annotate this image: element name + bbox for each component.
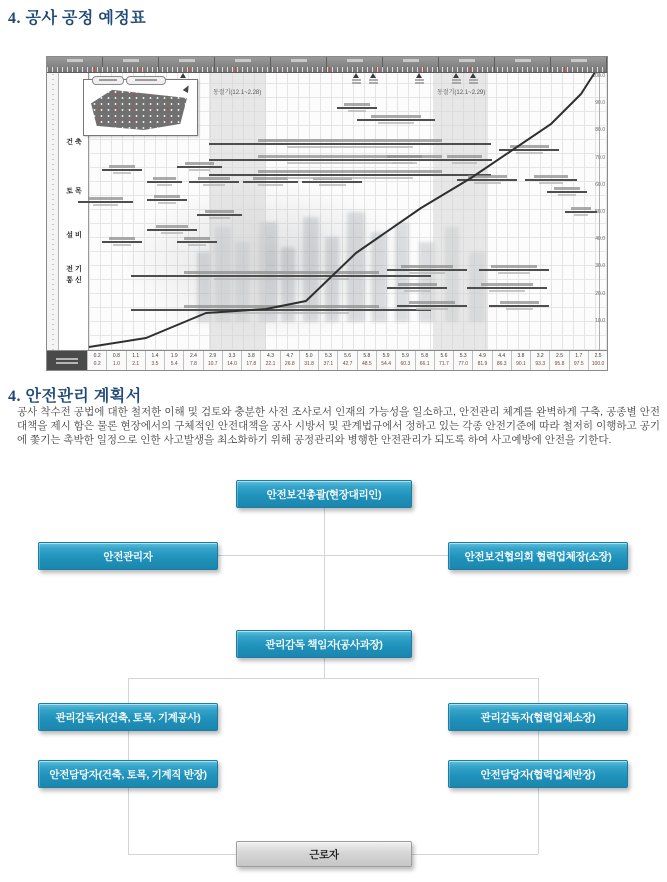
monthly-value: 1.9 [170, 353, 178, 359]
cumulative-value: 17.8 [246, 360, 257, 367]
task-label-blob [468, 175, 507, 178]
gantt-task-bar [197, 210, 242, 219]
cumulative-value: 31.8 [304, 360, 314, 367]
org-connector-line [128, 678, 538, 679]
gantt-task-bar [457, 175, 517, 184]
task-label-blob [109, 237, 135, 240]
task-line [243, 181, 298, 183]
task-line [337, 107, 377, 109]
monthly-value: 3.8 [247, 353, 255, 359]
task-label-blob [154, 195, 180, 198]
monthly-value: 5.0 [305, 353, 313, 359]
task-line [209, 143, 491, 145]
milestone-label-blob [469, 79, 478, 81]
gantt-task-bar [209, 170, 491, 179]
timeline-segment-label [235, 59, 251, 62]
task-date-blob [287, 146, 414, 148]
task-line [131, 309, 431, 311]
task-label-blob [344, 103, 370, 106]
monthly-progress-cell [222, 351, 241, 370]
task-label-blob [258, 139, 441, 142]
org-connector-line [324, 508, 325, 630]
task-label-blob [401, 265, 453, 268]
gantt-task-bar [499, 145, 559, 154]
task-label-blob [387, 155, 423, 158]
progress-axis-label: 20.0 [595, 290, 605, 297]
cumulative-value: 95.8 [554, 360, 565, 367]
milestone-label-blob [469, 82, 478, 84]
cumulative-value: 86.3 [496, 360, 507, 367]
gantt-task-bar [147, 177, 182, 186]
gantt-task-bar [131, 305, 431, 314]
org-box-safety-health-general: 안전보건총괄(현장대리인) [236, 480, 412, 508]
cumulative-value: 81.9 [477, 360, 488, 367]
task-line [377, 159, 432, 161]
task-line [177, 241, 217, 243]
monthly-progress-cell [337, 351, 356, 370]
task-date-blob [404, 290, 431, 292]
milestone-label-blob [452, 79, 461, 81]
milestone-marker [450, 73, 462, 84]
monthly-value: 5.9 [401, 353, 409, 359]
monthly-progress-cell [472, 351, 491, 370]
cumulative-value: 48.5 [361, 360, 372, 367]
monthly-progress-cell [318, 351, 337, 370]
gantt-row-label: 토 목 [66, 188, 82, 195]
task-line [302, 181, 362, 183]
task-line [131, 275, 431, 277]
cumulative-value: 26.8 [284, 360, 295, 367]
monthly-progress-cell [241, 351, 260, 370]
task-line [457, 179, 517, 181]
org-connector-line [218, 555, 448, 556]
monthly-value: 4.7 [286, 353, 294, 359]
monthly-progress-cell [434, 351, 453, 370]
monthly-progress-cell [569, 351, 588, 370]
progress-axis-label: 60.0 [595, 181, 605, 188]
milestone-marker [350, 73, 362, 84]
task-line [357, 119, 435, 121]
task-line [197, 214, 242, 216]
task-date-blob [506, 308, 533, 310]
monthly-value: 5.6 [344, 353, 352, 359]
monthly-value: 5.6 [440, 353, 448, 359]
milestone-triangle-icon [180, 73, 186, 78]
milestone-triangle-icon [353, 73, 359, 78]
org-connector-line [128, 678, 129, 703]
cumulative-value: 54.4 [381, 360, 391, 367]
timeline-segment-label [459, 59, 475, 62]
org-connector-line [324, 658, 325, 678]
task-date-blob [378, 122, 413, 124]
task-line [467, 287, 547, 289]
task-line [565, 211, 597, 213]
cumulative-value: 90.1 [516, 360, 526, 367]
monthly-progress-cell [453, 351, 472, 370]
gantt-row-label: 통 신 [66, 277, 82, 284]
task-label-blob [184, 305, 379, 308]
monthly-value: 4.3 [267, 353, 274, 359]
task-label-blob [409, 301, 455, 304]
task-label-blob [500, 301, 539, 304]
monthly-progress-cell [492, 351, 511, 370]
gantt-task-bar [467, 283, 547, 292]
gantt-row-label: 설 비 [66, 232, 82, 239]
org-box-supervisor-partner: 관리감독자(협력업체소장) [448, 703, 628, 731]
task-line [147, 199, 187, 201]
gantt-task-bar [387, 265, 467, 274]
task-label-blob [481, 283, 533, 286]
org-box-workers: 근로자 [236, 841, 412, 867]
milestone-label-blob [352, 82, 361, 84]
monthly-value: 0.8 [112, 353, 120, 359]
task-date-blob [516, 152, 543, 154]
task-date-blob [258, 184, 283, 186]
task-line [102, 169, 142, 171]
monthly-value: 0.2 [93, 353, 101, 359]
cumulative-value: 60.3 [400, 360, 411, 367]
task-label-blob [398, 283, 437, 286]
task-date-blob [498, 272, 530, 274]
gantt-task-bar [78, 197, 133, 206]
monthly-progress-cell [203, 351, 222, 370]
task-line [525, 179, 577, 181]
milestone-label-blob [452, 82, 461, 84]
timeline-segment-label [179, 59, 195, 62]
task-date-blob [474, 182, 501, 184]
milestone-label-blob [415, 82, 424, 84]
gantt-task-bar [131, 271, 431, 280]
progress-axis-label: 70.0 [595, 154, 605, 161]
timeline-segment-label [67, 59, 83, 62]
task-date-blob [188, 244, 206, 246]
monthly-progress-cell [145, 351, 164, 370]
monthly-value: 5.3 [324, 353, 332, 359]
milestone-triangle-icon [370, 73, 376, 78]
timeline-segment-label [403, 59, 419, 62]
cumulative-value: 10.7 [207, 360, 218, 367]
gantt-task-bar [479, 265, 549, 274]
monthly-value: 2.4 [189, 353, 197, 359]
milestone-marker [413, 73, 425, 84]
progress-axis-label: 90.0 [595, 100, 605, 107]
site-plan-inset [83, 79, 198, 136]
cumulative-value: 71.7 [439, 360, 449, 367]
gantt-task-bar [337, 103, 377, 112]
timeline-segment-label [515, 59, 531, 62]
task-date-blob [189, 169, 209, 171]
monthly-value: 5.8 [421, 353, 429, 359]
site-plan-map [91, 89, 187, 130]
task-line [397, 305, 467, 307]
monthly-value: 2.5 [556, 353, 563, 359]
task-line [209, 174, 491, 176]
winter-period-label: 동절기(12.1~2.29) [437, 90, 486, 96]
cumulative-value: 93.3 [535, 360, 546, 367]
monthly-value: 3.2 [536, 353, 544, 359]
task-date-blob [558, 194, 576, 196]
gantt-task-bar [177, 237, 217, 246]
progress-axis-label: 10.0 [595, 317, 605, 324]
gantt-row-label: 건 축 [66, 139, 82, 146]
monthly-progress-cell [588, 351, 607, 370]
cumulative-value: 1.0 [112, 360, 120, 367]
task-line [499, 149, 559, 151]
task-line [437, 159, 492, 161]
milestone-label-blob [352, 79, 361, 81]
task-date-blob [214, 278, 349, 280]
monthly-value: 3.8 [517, 353, 525, 359]
task-date-blob [539, 182, 562, 184]
task-date-blob [203, 184, 226, 186]
task-line [387, 287, 447, 289]
progress-axis-label: 80.0 [595, 127, 605, 134]
gantt-task-bar [209, 139, 491, 148]
monthly-progress-cell [415, 351, 434, 370]
org-box-supervisor-main: 관리감독자(건축, 토목, 기계공사) [38, 703, 218, 731]
org-box-council-partner-head: 안전보건협의회 협력업체장(소장) [448, 542, 628, 570]
gantt-task-bar [489, 301, 549, 310]
milestone-label-blob [415, 79, 424, 81]
task-label-blob [156, 225, 189, 228]
org-connector-line [128, 854, 236, 855]
gantt-task-bar [147, 225, 197, 234]
milestone-label-blob [369, 82, 378, 84]
winter-period-label: 동절기(12.1~2.28) [213, 90, 262, 96]
org-connector-line [128, 731, 129, 760]
monthly-value: 2.9 [209, 353, 217, 359]
task-line [147, 229, 197, 231]
gantt-task-bar [357, 115, 435, 124]
task-date-blob [161, 232, 184, 234]
org-connector-line [538, 788, 539, 854]
task-date-blob [158, 202, 176, 204]
monthly-progress-cell [106, 351, 125, 370]
task-date-blob [157, 184, 173, 186]
task-label-blob [109, 165, 135, 168]
task-label-blob [510, 145, 549, 148]
milestone-marker [367, 73, 379, 84]
task-label-blob [491, 265, 537, 268]
org-connector-line [128, 788, 129, 854]
monthly-value: 5.9 [382, 353, 390, 359]
org-connector-line [538, 731, 539, 760]
cumulative-value: 7.8 [189, 360, 197, 367]
monthly-value: 3.3 [228, 353, 236, 359]
task-line [547, 191, 587, 193]
monthly-progress-cell [299, 351, 318, 370]
task-line [78, 201, 133, 203]
task-date-blob [319, 184, 346, 186]
task-label-blob [371, 115, 422, 118]
cumulative-value: 42.7 [342, 360, 353, 367]
task-line [177, 166, 222, 168]
gantt-task-bar [102, 237, 142, 246]
task-label-blob [88, 197, 124, 200]
monthly-progress-cell [260, 351, 279, 370]
monthly-progress-cell [395, 351, 414, 370]
gantt-row-label: 전 기 [66, 266, 82, 273]
org-connector-line [412, 854, 538, 855]
gantt-timeline-ticks [47, 67, 607, 72]
progress-axis-label: 40.0 [595, 236, 605, 243]
task-label-blob [153, 177, 176, 180]
safety-section-body: 공사 착수전 공법에 대한 철저한 이해 및 검토와 충분한 사전 조사로서 인재의 가능성을 일소하고, 안전관리 체계를 완벽하게 구축, 공종별 안전대책을 제시 함은 물론 현장에서의 구체적인 안전대책을 공사 시방서 및 관계법규에서 정하고 있는 각종 안전기준에 따라 철저히 이행하고 공기에 쫓기는 촉박한 일정으로 인한 사고발생을 최소화하기 위해 공정관리와 병행한 안전관리가 되도록 하여 사고예방에 안전을 기한다. [17, 406, 660, 446]
task-date-blob [93, 204, 118, 206]
task-line [189, 181, 239, 183]
gantt-task-bar [147, 195, 187, 204]
monthly-value: 5.3 [459, 353, 467, 359]
timeline-segment-label [347, 59, 363, 62]
cumulative-value: 66.1 [419, 360, 430, 367]
monthly-value: 4.9 [478, 353, 486, 359]
monthly-value: 1.4 [151, 353, 159, 359]
monthly-progress-cell [280, 351, 299, 370]
gantt-monthly-totals-row [47, 350, 607, 370]
monthly-value: 4.4 [498, 353, 506, 359]
task-label-blob [258, 170, 441, 173]
gantt-task-bar [377, 155, 432, 164]
task-line [147, 181, 182, 183]
task-date-blob [113, 172, 131, 174]
task-label-blob [184, 271, 379, 274]
safety-section-title: 4. 안전관리 계획서 [8, 388, 142, 405]
task-date-blob [214, 312, 349, 314]
cumulative-value: 2.1 [132, 360, 140, 367]
milestone-label-blob [369, 79, 378, 81]
task-label-blob [571, 207, 592, 210]
gantt-totals-header-cell [47, 351, 87, 370]
gantt-task-bar [525, 175, 577, 184]
task-label-blob [447, 155, 483, 158]
site-plan-tag [126, 76, 166, 85]
task-date-blob [409, 272, 445, 274]
task-label-blob [184, 237, 210, 240]
task-line [489, 305, 549, 307]
monthly-progress-cell [164, 351, 183, 370]
task-line [387, 269, 467, 271]
monthly-value: 1.7 [575, 353, 583, 359]
monthly-progress-cell [549, 351, 568, 370]
cumulative-value: 3.5 [151, 360, 159, 367]
monthly-progress-cell [511, 351, 530, 370]
timeline-segment-label [291, 59, 307, 62]
cumulative-value: 0.2 [93, 360, 101, 367]
milestone-marker [467, 73, 479, 84]
gantt-task-bar [102, 165, 142, 174]
monthly-progress-cell [87, 351, 106, 370]
cumulative-value: 14.0 [227, 360, 237, 367]
gantt-task-bar [397, 301, 467, 310]
task-date-blob [113, 244, 131, 246]
monthly-value: 2.5 [594, 353, 602, 359]
task-label-blob [534, 175, 568, 178]
org-box-supervision-chief: 관리감독 책임자(공사과장) [236, 630, 412, 658]
gantt-task-bar [437, 155, 492, 164]
monthly-progress-cell [126, 351, 145, 370]
task-date-blob [392, 162, 417, 164]
task-line [479, 269, 549, 271]
task-label-blob [205, 210, 234, 213]
milestone-triangle-icon [470, 73, 476, 78]
cumulative-value: 77.0 [458, 360, 469, 367]
monthly-value: 5.8 [363, 353, 371, 359]
progress-axis-label: 50.0 [595, 209, 605, 215]
milestone-triangle-icon [416, 73, 422, 78]
timeline-segment-label [571, 59, 587, 62]
timeline-segment-label [123, 59, 139, 62]
monthly-value: 1.1 [132, 353, 140, 359]
task-date-blob [209, 217, 229, 219]
cumulative-value: 97.5 [573, 360, 584, 367]
task-label-blob [554, 187, 580, 190]
monthly-progress-cell [357, 351, 376, 370]
cumulative-value: 22.1 [265, 360, 276, 367]
task-date-blob [452, 162, 477, 164]
org-box-safety-officer-main: 안전담당자(건축, 토목, 기계직 반장) [38, 760, 218, 788]
cumulative-value: 37.1 [323, 360, 334, 367]
progress-axis-label: 100.0 [592, 73, 605, 79]
org-box-safety-manager: 안전관리자 [38, 542, 218, 570]
monthly-progress-cell [530, 351, 549, 370]
cumulative-value: 100.0 [591, 360, 605, 367]
task-date-blob [287, 177, 414, 179]
cumulative-value: 5.4 [170, 360, 178, 367]
task-date-blob [348, 110, 366, 112]
site-plan-tag [92, 76, 124, 85]
org-connector-line [538, 678, 539, 703]
north-arrow-icon [183, 84, 192, 93]
task-line [102, 241, 142, 243]
task-date-blob [416, 308, 448, 310]
org-box-safety-officer-partner: 안전담당자(협력업체반장) [448, 760, 628, 788]
progress-axis-label: 30.0 [595, 263, 605, 270]
monthly-progress-cell [376, 351, 395, 370]
gantt-task-bar [547, 187, 587, 196]
task-date-blob [489, 290, 525, 292]
milestone-triangle-icon [453, 73, 459, 78]
schedule-section-title: 4. 공사 공정 예정표 [8, 10, 147, 27]
monthly-progress-cell [183, 351, 202, 370]
gantt-task-bar [565, 207, 597, 216]
gantt-task-bar [387, 283, 447, 292]
task-date-blob [574, 214, 588, 216]
